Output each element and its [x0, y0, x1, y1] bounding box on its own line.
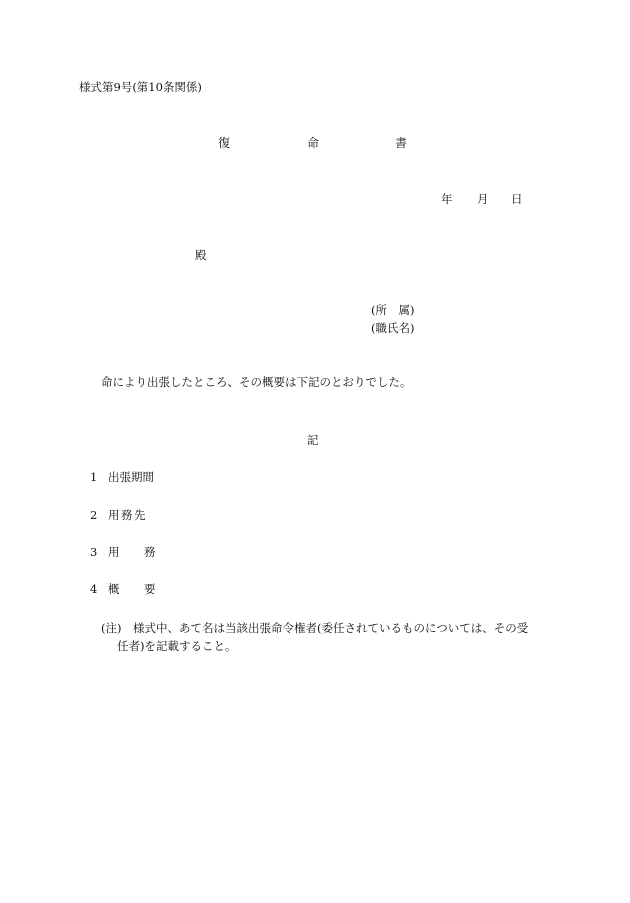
sender-name-label: (職氏名)	[371, 321, 415, 335]
item-destination	[90, 510, 390, 524]
item-label-part: 要	[144, 582, 156, 596]
title-char-2: 命	[307, 136, 320, 150]
item-label-part: 先	[134, 508, 146, 522]
note-line-1: (注) 様式中、あて名は当該出張命令権者(委任されているものについては、その受	[101, 621, 529, 635]
report-body-text: 命により出張したところ、その概要は下記のとおりでした。	[101, 375, 412, 389]
title-char-1: 復	[218, 136, 231, 150]
item-label: 出張期間	[108, 470, 154, 484]
item-label-part: 用	[108, 508, 120, 522]
item-business	[90, 547, 390, 561]
date-year: 年	[441, 192, 453, 206]
item-number: 3	[90, 545, 98, 559]
ki-heading: 記	[307, 433, 319, 447]
sender-affiliation-label: (所 属)	[371, 303, 415, 317]
form-number: 様式第9号(第10条関係)	[79, 80, 202, 94]
addressee-suffix: 殿	[195, 248, 207, 262]
item-label-part: 用	[108, 545, 120, 559]
item-label-part: 務	[121, 508, 133, 522]
item-summary	[90, 584, 390, 598]
document-title	[0, 137, 630, 151]
date-month: 月	[477, 192, 489, 206]
note-line-2: 任者)を記載すること。	[117, 639, 237, 653]
item-label-part: 概	[108, 582, 120, 596]
item-number: 2	[90, 508, 98, 522]
date-day: 日	[511, 192, 523, 206]
title-char-3: 書	[395, 136, 408, 150]
item-trip-period	[90, 472, 390, 486]
item-number: 4	[90, 582, 98, 596]
item-label-part: 務	[144, 545, 156, 559]
item-number: 1	[90, 470, 98, 484]
date-line	[0, 194, 630, 208]
